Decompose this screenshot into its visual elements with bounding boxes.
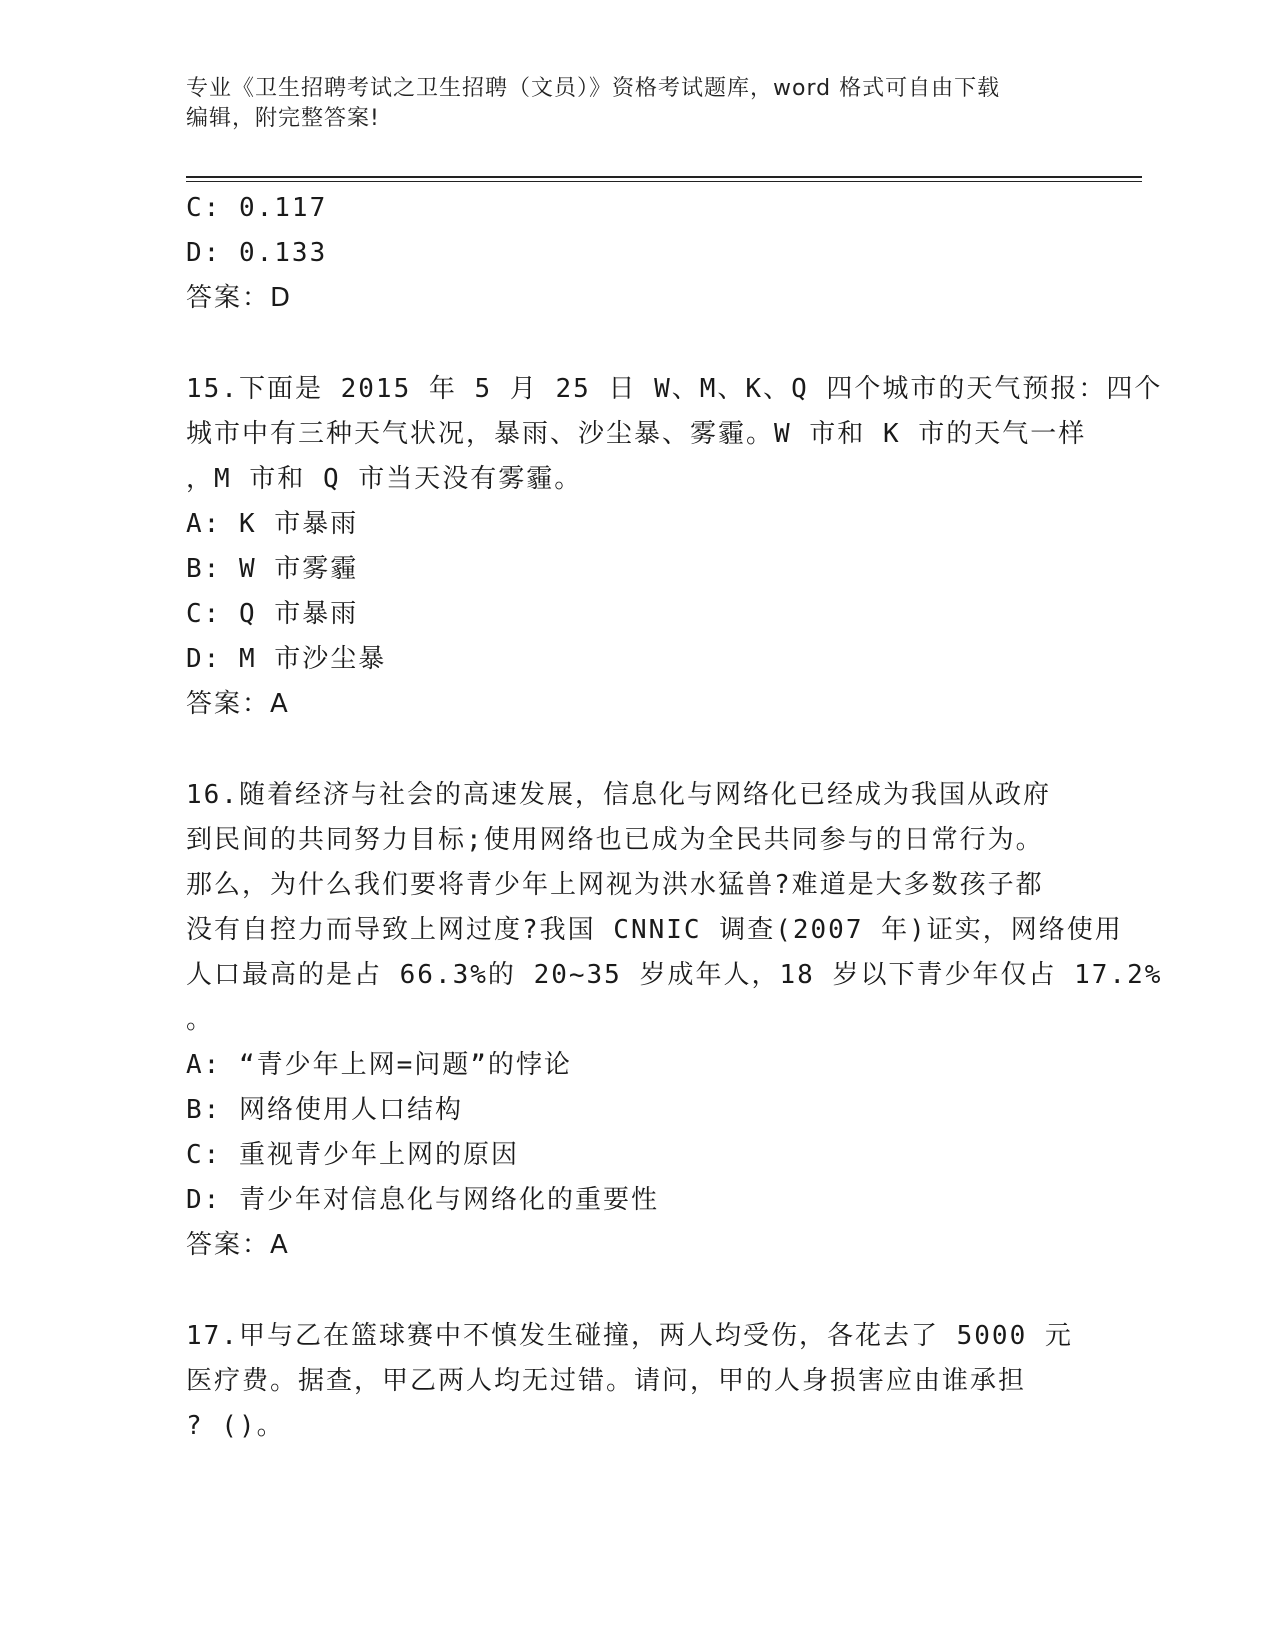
question-stem-line: 17.甲与乙在篮球赛中不慎发生碰撞，两人均受伤，各花去了 5000 元 <box>186 1321 1073 1351</box>
option-b: B: 网络使用人口结构 <box>186 1095 463 1125</box>
answer-line: 答案：A <box>186 1230 290 1260</box>
option-c: C: Q 市暴雨 <box>186 599 359 629</box>
question-stem-line: ? ()。 <box>186 1411 285 1441</box>
answer-line: 答案：D <box>186 283 293 313</box>
question-stem-line: 到民间的共同努力目标;使用网络也已成为全民共同参与的日常行为。 <box>186 825 1044 855</box>
question-stem-line: 医疗费。据查，甲乙两人均无过错。请问，甲的人身损害应由谁承担 <box>186 1366 1027 1396</box>
question-stem-line: 人口最高的是占 66.3%的 20~35 岁成年人，18 岁以下青少年仅占 17.2% <box>186 960 1163 990</box>
question-stem-line: 16.随着经济与社会的高速发展，信息化与网络化已经成为我国从政府 <box>186 780 1051 810</box>
header-divider <box>186 176 1142 178</box>
question-stem-line: 。 <box>186 1005 215 1035</box>
document-header <box>186 74 1066 134</box>
question-stem-line: 那么，为什么我们要将青少年上网视为洪水猛兽?难道是大多数孩子都 <box>186 870 1044 900</box>
header-divider-thin <box>186 181 1142 182</box>
question-stem-line: 没有自控力而导致上网过度?我国 CNNIC 调查(2007 年)证实，网络使用 <box>186 915 1123 945</box>
header-line-1: 专业《卫生招聘考试之卫生招聘（文员）》资格考试题库，word 格式可自由下载 <box>186 76 1001 101</box>
question-stem-line: 15.下面是 2015 年 5 月 25 日 W、M、K、Q 四个城市的天气预报：四个 <box>186 374 1163 404</box>
question-17 <box>186 1314 1086 1449</box>
option-d: D: M 市沙尘暴 <box>186 644 387 674</box>
option-b: B: W 市雾霾 <box>186 554 359 584</box>
question-content <box>186 186 1163 1449</box>
answer-line: 答案：A <box>186 689 290 719</box>
option-a: A: K 市暴雨 <box>186 509 359 539</box>
prev-question <box>186 186 1086 321</box>
option-c: C: 0.117 <box>186 193 328 223</box>
header-line-2: 编辑，附完整答案! <box>186 106 380 131</box>
question-15 <box>186 367 1163 727</box>
question-stem-line: ，M 市和 Q 市当天没有雾霾。 <box>186 464 583 494</box>
option-c: C: 重视青少年上网的原因 <box>186 1140 519 1170</box>
option-d: D: 0.133 <box>186 238 328 268</box>
option-a: A: “青少年上网=问题”的悖论 <box>186 1050 572 1080</box>
option-d: D: 青少年对信息化与网络化的重要性 <box>186 1185 659 1215</box>
question-stem-line: 城市中有三种天气状况，暴雨、沙尘暴、雾霾。W 市和 K 市的天气一样 <box>186 419 1087 449</box>
question-16 <box>186 773 1163 1268</box>
